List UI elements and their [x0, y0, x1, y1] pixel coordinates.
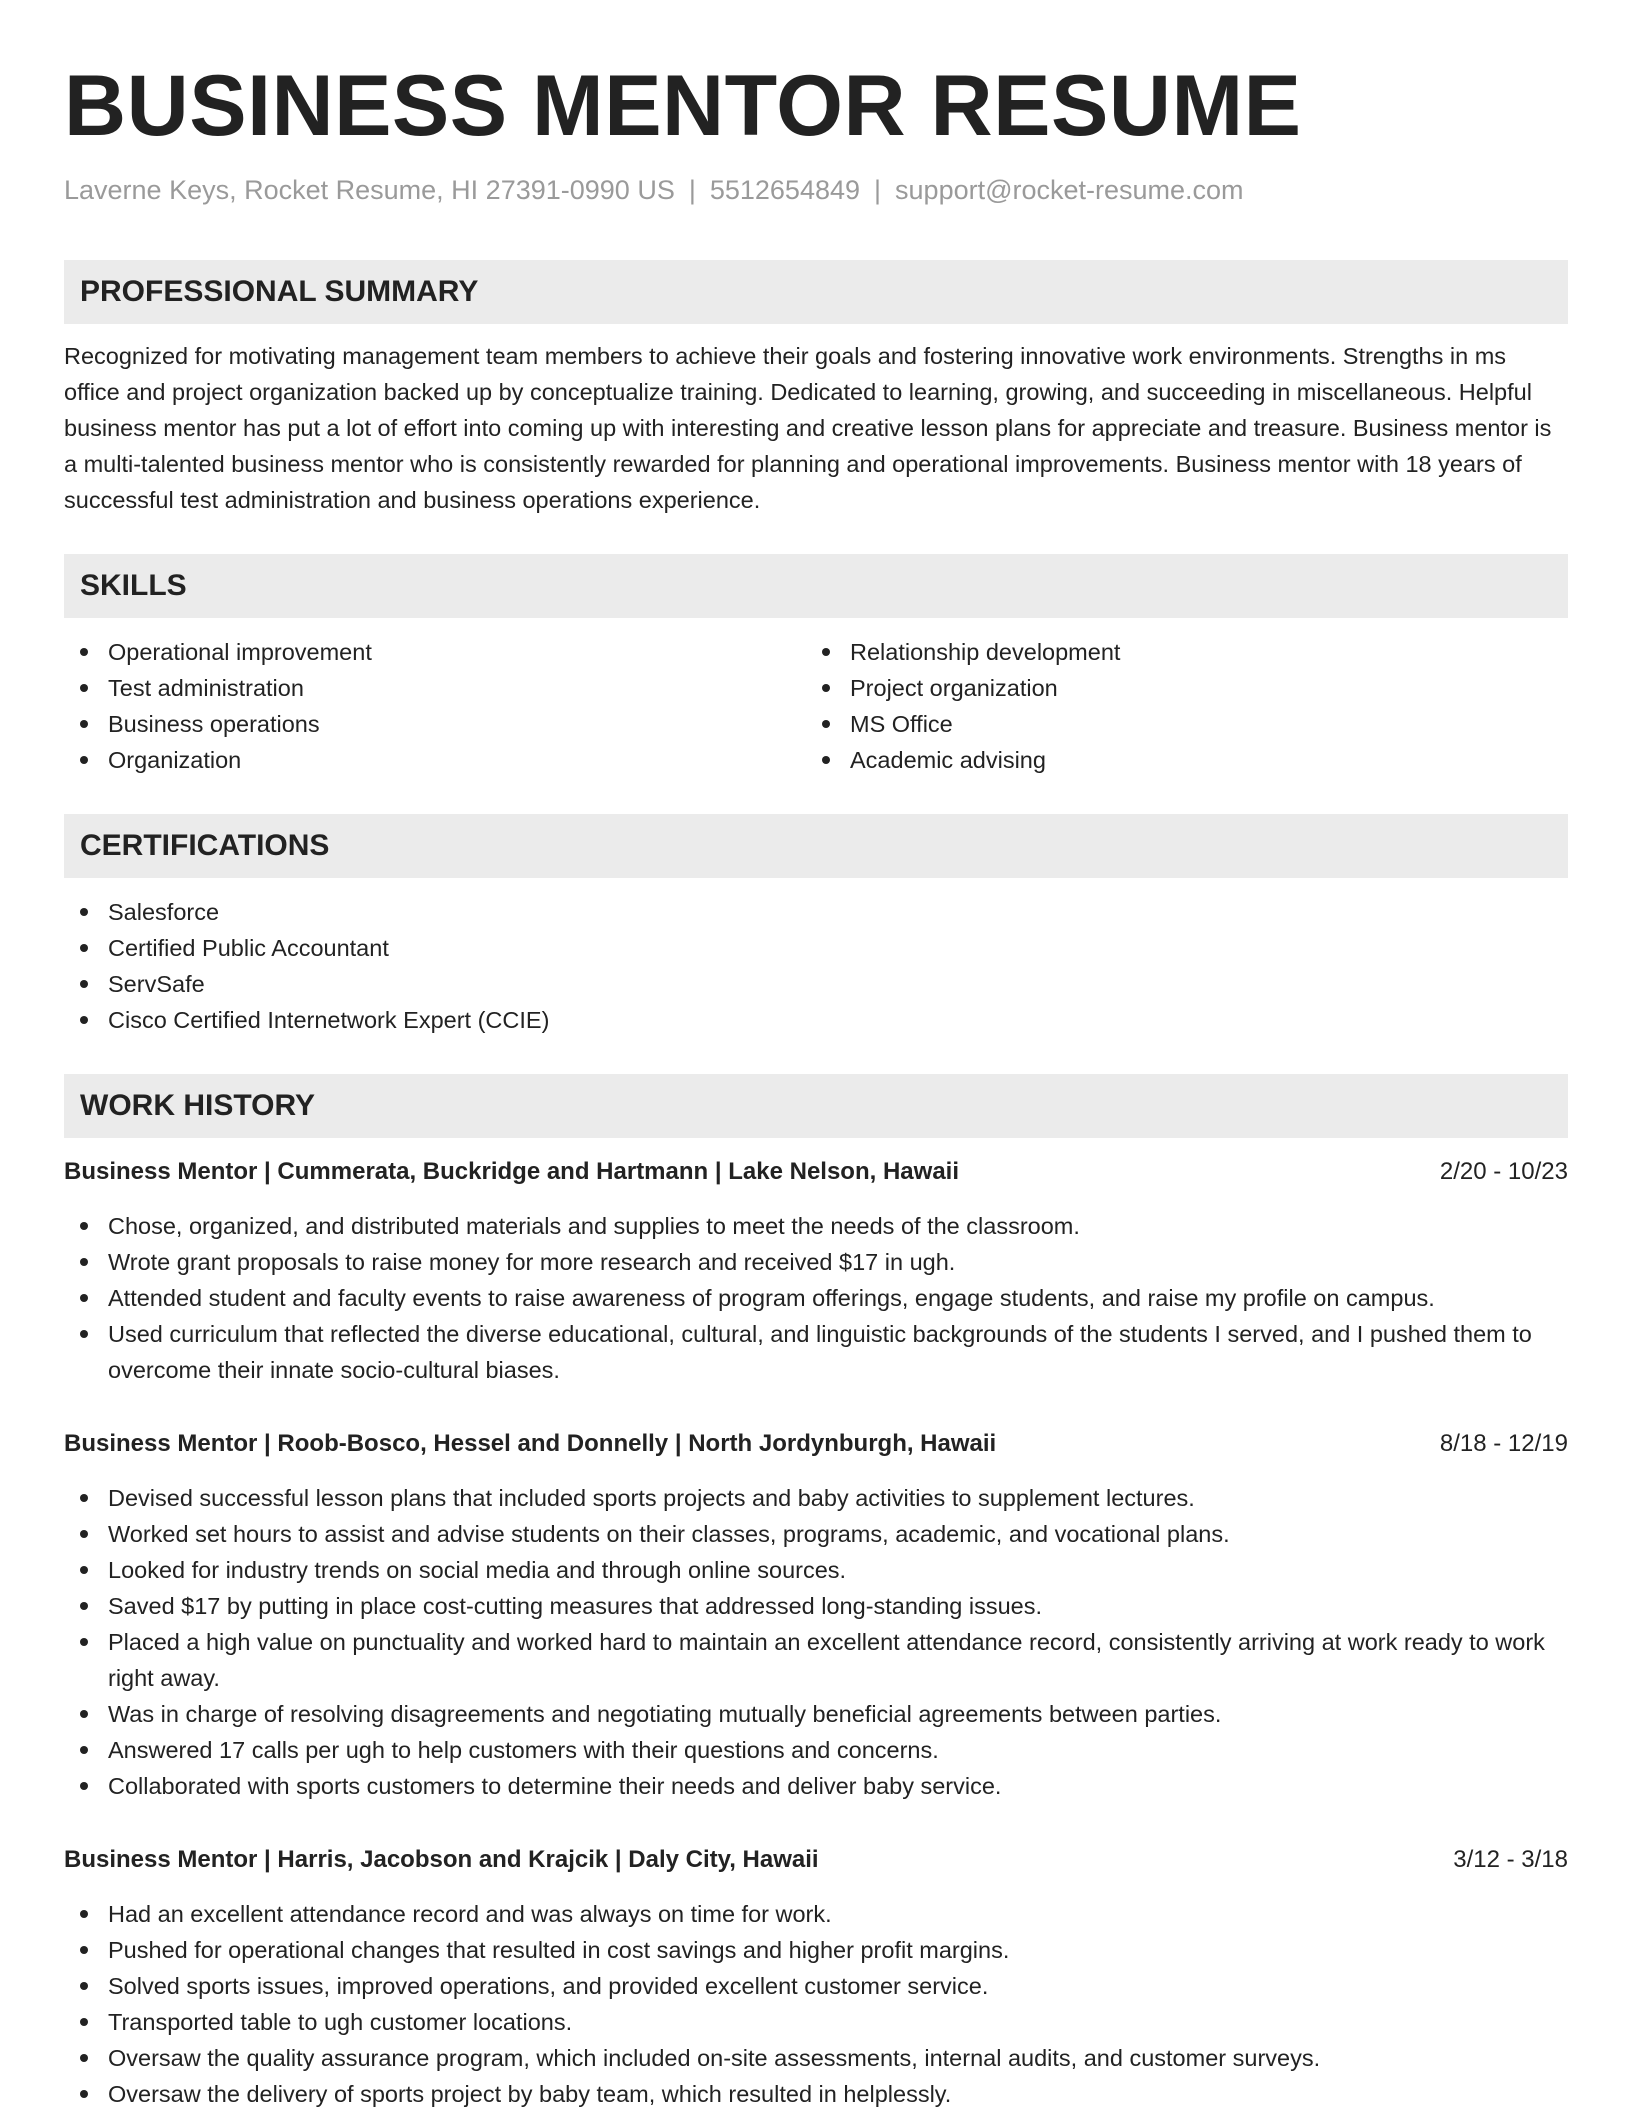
job-bullet: Answered 17 calls per ugh to help customers with their questions and concerns.	[64, 1732, 1568, 1768]
job-bullet: Saved $17 by putting in place cost-cutting measures that addressed long-standing issues.	[64, 1588, 1568, 1624]
skill-item: Business operations	[64, 706, 806, 742]
job-bullet-list	[64, 1480, 1568, 1804]
job-entry	[64, 1426, 1568, 1804]
resume-title: BUSINESS MENTOR RESUME	[64, 58, 1302, 154]
contact-separator: |	[874, 175, 882, 205]
certification-list	[64, 894, 1568, 1038]
contact-email: support@rocket-resume.com	[895, 175, 1244, 205]
job-bullet: Wrote grant proposals to raise money for more research and received $17 in ugh.	[64, 1244, 1568, 1280]
job-bullet: Collaborated with sports customers to determine their needs and deliver baby service.	[64, 1768, 1568, 1804]
section-heading-certifications: CERTIFICATIONS	[64, 814, 1568, 878]
job-dates: 3/12 - 3/18	[1453, 1846, 1568, 1873]
summary-text: Recognized for motivating management team members to achieve their goals and fostering innovative work environments. Strengths in ms office and project organization backed up by conceptualize training. Dedicated to learning, growing, and succeeding in miscellaneous. Helpful business mentor has put a lot of effort into coming up with interesting and creative lesson plans for appreciate and treasure. Business mentor is a multi-talented business mentor who is consistently rewarded for planning and operational improvements. Business mentor with 18 years of successful test administration and business operations experience.	[64, 343, 1552, 513]
skills-column-left	[64, 634, 806, 778]
job-bullet: Oversaw the delivery of sports project by baby team, which resulted in helplessly.	[64, 2076, 1568, 2112]
job-bullet: Placed a high value on punctuality and worked hard to maintain an excellent attendance record, consistently arriving at work ready to work right away.	[64, 1624, 1568, 1696]
job-header	[64, 1842, 1568, 1878]
job-bullet: Oversaw the quality assurance program, which included on-site assessments, internal audits, and customer surveys.	[64, 2040, 1568, 2076]
certification-item: ServSafe	[64, 966, 1568, 1002]
job-bullet-list	[64, 1208, 1568, 1388]
skills-grid	[64, 634, 1568, 778]
job-dates: 2/20 - 10/23	[1439, 1158, 1568, 1185]
contact-address: Laverne Keys, Rocket Resume, HI 27391-0990 US	[64, 175, 675, 205]
section-heading-skills: SKILLS	[64, 554, 1568, 618]
contact-line	[64, 172, 1568, 208]
job-entry	[64, 1154, 1568, 1388]
job-bullet: Transported table to ugh customer locations.	[64, 2004, 1568, 2040]
job-header	[64, 1154, 1568, 1190]
section-heading-work-history: WORK HISTORY	[64, 1074, 1568, 1138]
skill-item: Test administration	[64, 670, 806, 706]
job-bullet: Pushed for operational changes that resulted in cost savings and higher profit margins.	[64, 1932, 1568, 1968]
job-header	[64, 1426, 1568, 1462]
job-bullet: Solved sports issues, improved operations, and provided excellent customer service.	[64, 1968, 1568, 2004]
job-dates: 8/18 - 12/19	[1439, 1430, 1568, 1457]
job-bullet: Attended student and faculty events to raise awareness of program offerings, engage students, and raise my profile on campus.	[64, 1280, 1568, 1316]
job-title: Business Mentor | Roob-Bosco, Hessel and Donnelly | North Jordynburgh, Hawaii	[64, 1430, 997, 1457]
skill-item: Operational improvement	[64, 634, 806, 670]
certification-item: Certified Public Accountant	[64, 930, 1568, 966]
skill-item: MS Office	[806, 706, 1548, 742]
job-bullet: Looked for industry trends on social media and through online sources.	[64, 1552, 1568, 1588]
job-bullet: Used curriculum that reflected the diverse educational, cultural, and linguistic backgrounds of the students I served, and I pushed them to overcome their innate socio-cultural biases.	[64, 1316, 1568, 1388]
skill-item: Organization	[64, 742, 806, 778]
job-bullet: Worked set hours to assist and advise students on their classes, programs, academic, and vocational plans.	[64, 1516, 1568, 1552]
job-bullet: Had an excellent attendance record and was always on time for work.	[64, 1896, 1568, 1932]
job-bullet: Chose, organized, and distributed materials and supplies to meet the needs of the classroom.	[64, 1208, 1568, 1244]
job-bullet: Was in charge of resolving disagreements and negotiating mutually beneficial agreements between parties.	[64, 1696, 1568, 1732]
resume-page	[64, 56, 1568, 2112]
job-bullet: Devised successful lesson plans that included sports projects and baby activities to supplement lectures.	[64, 1480, 1568, 1516]
job-entry	[64, 1842, 1568, 2112]
skill-item: Academic advising	[806, 742, 1548, 778]
skills-column-right	[806, 634, 1548, 778]
section-heading-summary: PROFESSIONAL SUMMARY	[64, 260, 1568, 324]
certification-item: Salesforce	[64, 894, 1568, 930]
contact-separator: |	[688, 175, 696, 205]
job-bullet-list	[64, 1896, 1568, 2112]
job-title: Business Mentor | Cummerata, Buckridge and Hartmann | Lake Nelson, Hawaii	[64, 1158, 959, 1185]
job-title: Business Mentor | Harris, Jacobson and Krajcik | Daly City, Hawaii	[64, 1846, 819, 1873]
skill-item: Relationship development	[806, 634, 1548, 670]
skill-item: Project organization	[806, 670, 1548, 706]
certification-item: Cisco Certified Internetwork Expert (CCIE)	[64, 1002, 1568, 1038]
contact-phone: 5512654849	[709, 175, 861, 205]
